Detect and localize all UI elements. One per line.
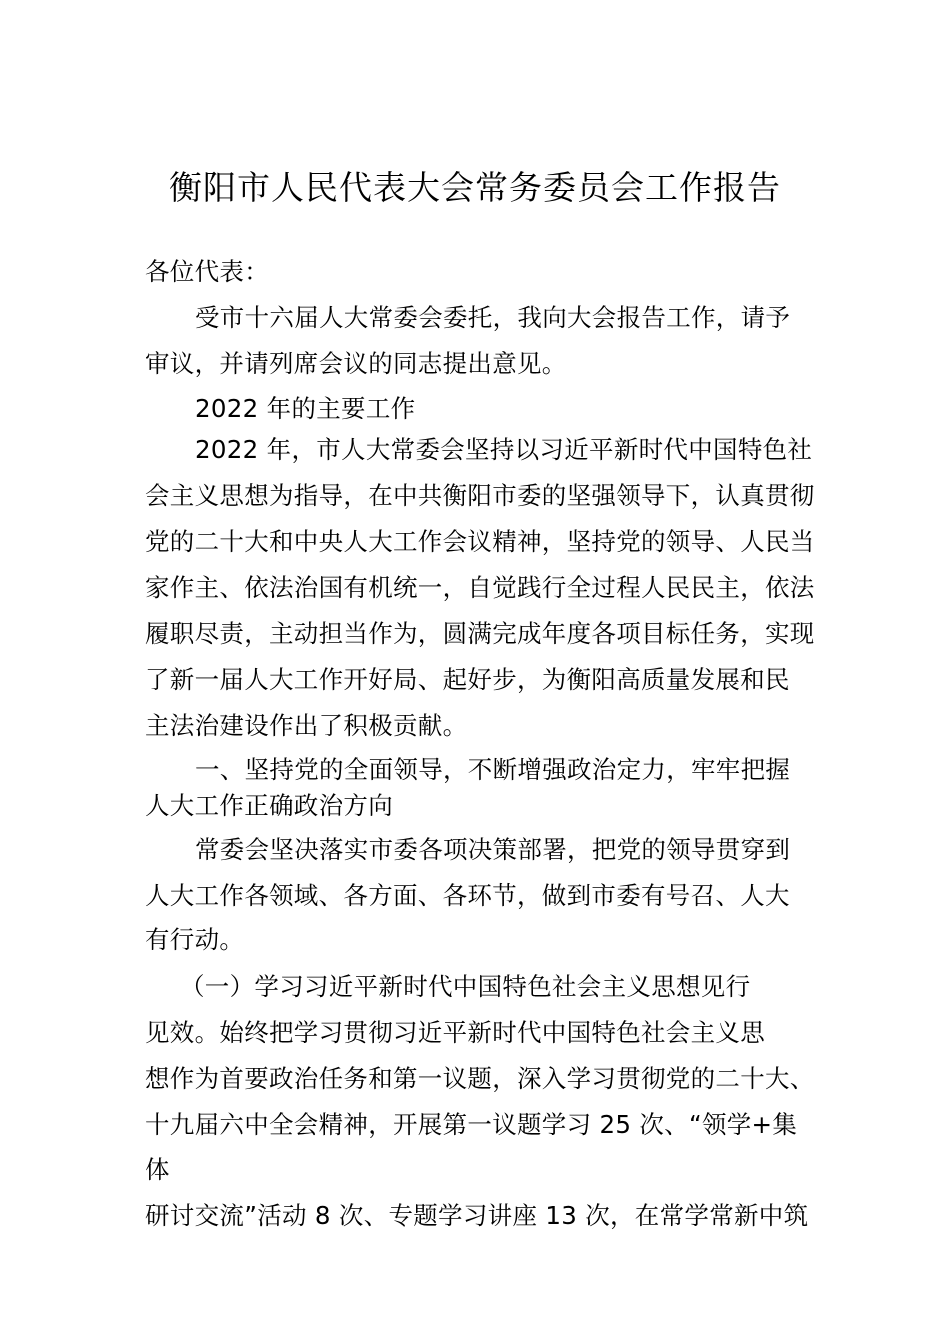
paragraph-line: 主法治建设作出了积极贡献。 — [145, 711, 468, 740]
paragraph-line: 会主义思想为指导，在中共衡阳市委的坚强领导下，认真贯彻 — [145, 481, 815, 510]
section-heading: 一、坚持党的全面领导，不断增强政治定力，牢牢把握 — [195, 755, 791, 784]
paragraph-line: 人大工作各领域、各方面、各环节，做到市委有号召、人大 — [145, 881, 790, 910]
paragraph-line: 见效。始终把学习贯彻习近平新时代中国特色社会主义思 — [145, 1018, 765, 1047]
paragraph-line: 党的二十大和中央人大工作会议精神，坚持党的领导、人民当 — [145, 527, 815, 556]
paragraph-line: 十九届六中全会精神，开展第一议题学习 25 次、“领学+集 — [145, 1110, 798, 1139]
paragraph-line: 体 — [145, 1155, 170, 1184]
paragraph-line: 有行动。 — [145, 925, 245, 954]
paragraph-line: 想作为首要政治任务和第一议题，深入学习贯彻党的二十大、 — [145, 1064, 815, 1093]
salutation: 各位代表： — [145, 257, 269, 286]
paragraph-line: 履职尽责，主动担当作为，圆满完成年度各项目标任务，实现 — [145, 619, 815, 648]
subsection-heading: （一）学习习近平新时代中国特色社会主义思想见行 — [180, 972, 751, 1001]
paragraph-line: 了新一届人大工作开好局、起好步，为衡阳高质量发展和民 — [145, 665, 790, 694]
section-heading: 2022 年的主要工作 — [195, 394, 416, 423]
document-title: 衡阳市人民代表大会常务委员会工作报告 — [169, 168, 781, 207]
paragraph-line: 家作主、依法治国有机统一，自觉践行全过程人民民主，依法 — [145, 573, 815, 602]
paragraph-line: 常委会坚决落实市委各项决策部署，把党的领导贯穿到 — [195, 835, 791, 864]
section-heading: 人大工作正确政治方向 — [145, 791, 393, 820]
paragraph-line: 受市十六届人大常委会委托，我向大会报告工作，请予 — [195, 303, 791, 332]
paragraph-line: 2022 年，市人大常委会坚持以习近平新时代中国特色社 — [195, 435, 813, 464]
paragraph-line: 研讨交流”活动 8 次、专题学习讲座 13 次，在常学常新中筑 — [145, 1201, 809, 1230]
paragraph-line: 审议，并请列席会议的同志提出意见。 — [145, 349, 567, 378]
